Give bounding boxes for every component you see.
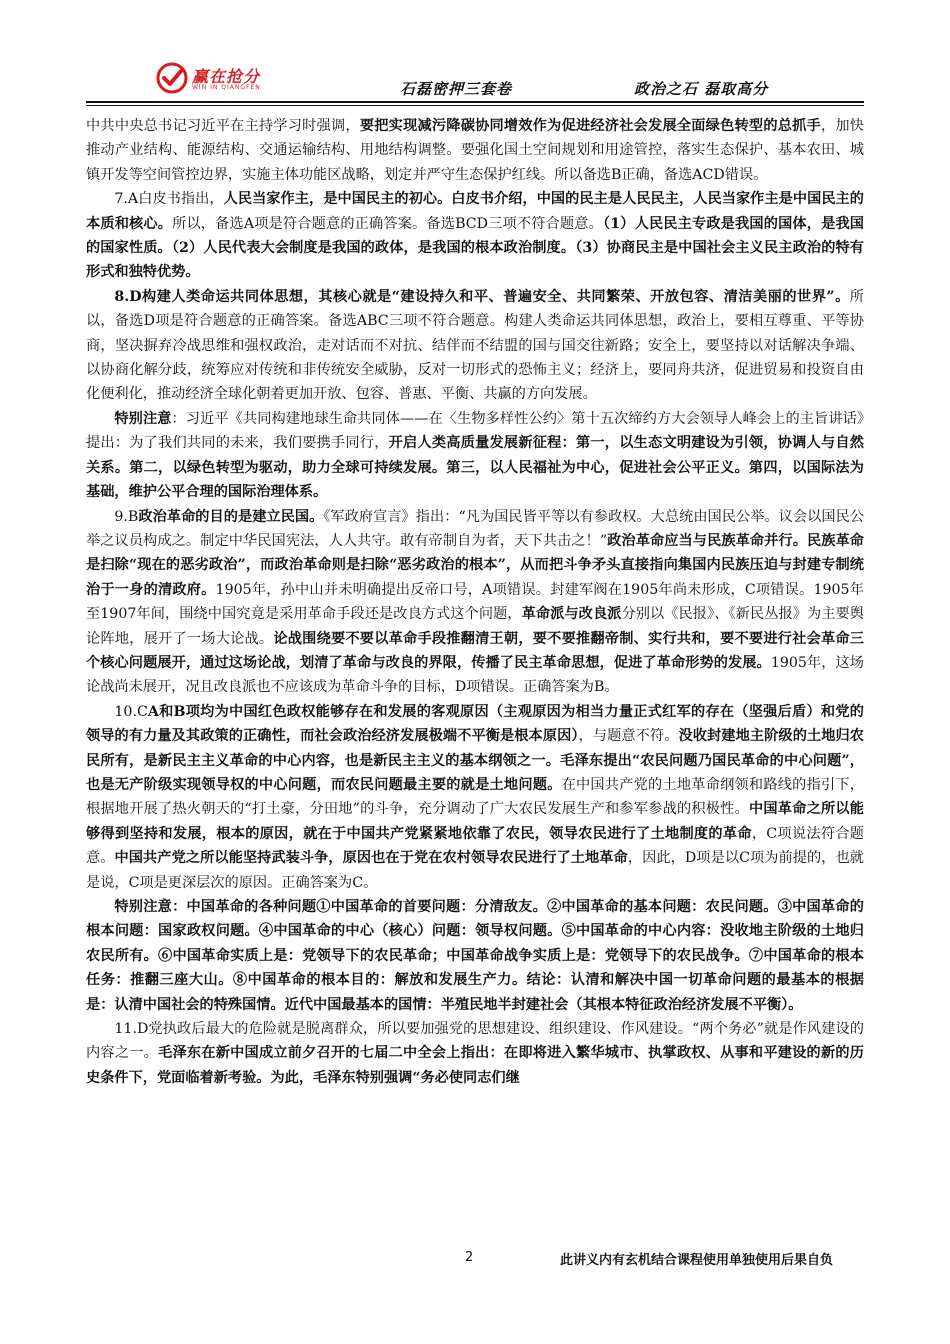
footer-note: 此讲义内有玄机结合课程使用单独使用后果自负 bbox=[560, 1253, 834, 1268]
bold-text-run: 论战围绕要不要以革命手段推翻清王朝，要不要推翻帝制、实行共和，要不要进行社会革命三个核心问题展开，通过这场论战，划清了革命与改良的界限，传播了民主革命思想，促进了革命形势的发展。 bbox=[86, 630, 864, 671]
bold-text-run: 开启人类高质量发展新征程：第一，以生态文明建设为引领，协调人与自然关系。第二，以绿色转型为驱动，助力全球可持续发展。第三，以人民福祉为中心，促进社会公平正义。第四，以国际法为基础，维护公平合理的国际治理体系。 bbox=[86, 435, 864, 501]
text-run: 中共中央总书记习近平在主持学习时强调， bbox=[86, 118, 360, 134]
bold-text-run: 特别注意 bbox=[114, 410, 172, 427]
bold-text-run: 革命派与改良派 bbox=[521, 606, 622, 623]
bold-text-run: 8.D构建人类命运共同体思想，其核心就是“建设持久和平、普遍安全、共同繁荣、开放包容、清洁美丽的世界”。 bbox=[114, 288, 850, 305]
paragraph bbox=[86, 1017, 864, 1090]
text-run: 1905年，孙中山并未明确提出反帝口号，A项错误。封建军阀在1905年尚未形成，C项错误。1905年至1907年间，围绕中国究竟是采用革命手段还是改良方式这个问题， bbox=[86, 581, 864, 623]
paragraph bbox=[86, 407, 864, 505]
text-run: 分别以《民报》、《新民丛报》为主要舆论阵地，展开了一场大论战。 bbox=[86, 606, 864, 647]
text-run: ，因此，D项是以C项为前提的，也就是说，C项是更深层次的原因。正确答案为C。 bbox=[86, 850, 864, 891]
text-run: 在中国共产党的土地革命纲领和路线的指引下，根据地开展了热火朝天的“打土豪，分田地”的斗争，充分调动了广大农民发展生产和参军参战的积极性。 bbox=[86, 776, 864, 818]
text-run: 1905年，这场论战尚未展开，况且改良派也不应该成为革命斗争的目标，D项错误。正确答案为B。 bbox=[86, 654, 864, 696]
bold-text-run: 政治革命应当与民族革命并行。民族革命是扫除“现在的恶劣政治”，而政治革命则是扫除“恶劣政治的根本”，从而把斗争矛头直接指向集国内民族压迫与封建专制统治于一身的清政府。 bbox=[86, 532, 864, 598]
bold-text-run: 人民当家作主，是中国民主的初心。白皮书介绍，中国的民主是人民民主，人民当家作主是中国民主的本质和核心。 bbox=[86, 191, 864, 232]
page-header bbox=[86, 58, 864, 100]
bold-text-run: 要把实现减污降碳协同增效作为促进经济社会发展全面绿色转型的总抓手 bbox=[359, 118, 821, 134]
text-run: 所以，备选A项是符合题意的正确答案。备选BCD三项不符合题意。 bbox=[172, 215, 603, 232]
paragraph bbox=[86, 285, 864, 407]
text-run: ，与题意不符。 bbox=[578, 728, 679, 745]
page-number: 2 bbox=[465, 1250, 474, 1265]
brand-logo bbox=[156, 62, 336, 98]
bold-text-run: （1）人民民主专政是我国的国体，是我国的国家性质。（2）人民代表大会制度是我国的政体，是我国的根本政治制度。（3）协商民主是中国社会主义民主政治的特有形式和独特优势。 bbox=[86, 215, 864, 281]
document-body bbox=[86, 114, 864, 1090]
paragraph bbox=[86, 187, 864, 285]
paragraph bbox=[86, 114, 864, 187]
text-run: ，C项说法符合题意。 bbox=[86, 825, 864, 867]
text-run: 11.D党执政后最大的危险就是脱离群众，所以要加强党的思想建设、组织建设、作风建设。“两个务必”就是作风建设的内容之一。 bbox=[86, 1021, 864, 1062]
bold-text-run: 特别注意：中国革命的各种问题①中国革命的首要问题：分清敌友。②中国革命的基本问题：农民问题。③中国革命的根本问题：国家政权问题。④中国革命的中心（核心）问题：领导权问题。⑤中国革命的中心内容：没收地主阶级的土地归农民所有。⑥中国革命实质上是：党领导下的农民革命；中国革命战争实质上是：党领导下的农民战争。⑦中国革命的根本任务：推翻三座大山。⑧中国革命的根本目的：解放和发展生产力。结论：认清和解决中国一切革命问题的最基本的根据是：认清中国社会的特殊国情。近代中国最基本的国情：半殖民地半封建社会（其根本特征政治经济发展不平衡）。 bbox=[86, 899, 864, 1013]
logo-check-icon bbox=[156, 62, 188, 94]
bold-text-run: 没收封建地主阶级的土地归农民所有，是新民主主义革命的中心内容，也是新民主主义的基本纲领之一。毛泽东提出“农民问题乃国民革命的中心问题”，也是无产阶级实现领导权的中心问题，而农民问题最主要的就是土地问题。 bbox=[86, 728, 864, 793]
paragraph bbox=[86, 895, 864, 1017]
text-run: 《军政府宣言》指出：“凡为国民皆平等以有参政权。大总统由国民公举。议会以国民公举之议员构成之。制定中华民国宪法，人人共守。敢有帝制自为者，天下共击之！” bbox=[86, 508, 864, 549]
text-run: 所以，备选D项是符合题意的正确答案。备选ABC三项不符合题意。构建人类命运共同体思想，政治上，要相互尊重、平等协商，坚决摒弃冷战思维和强权政治，走对话而不对抗、结伴而不结盟的国与国交往新路；安全上，要坚持以对话解决争端、以协商化解分歧，统筹应对传统和非传统安全威胁，反对一切形式的恐怖主义；经济上，要同舟共济，促进贸易和投资自由化便利化，推动经济全球化朝着更加开放、包容、普惠、平衡、共赢的方向发展。 bbox=[86, 288, 864, 403]
bold-text-run: 政治革命的目的是建立民国。 bbox=[138, 508, 324, 525]
text-run: ：习近平《共同构建地球生命共同体——在〈生物多样性公约〉第十五次缔约方大会领导人峰会上的主旨讲话》提出：为了我们共同的未来，我们要携手同行， bbox=[86, 410, 864, 452]
text-run: 7.A白皮书指出， bbox=[114, 191, 224, 208]
header-divider bbox=[86, 101, 864, 106]
text-run: ，加快推动产业结构、能源结构、交通运输结构、用地结构调整。要强化国土空间规划和用途管控，落实生态保护、基本农田、城镇开发等空间管控边界，实施主体功能区战略，划定并严守生态保护红线。所以备选B正确，备选ACD错误。 bbox=[86, 118, 864, 183]
text-run: 10.C bbox=[114, 703, 148, 720]
header-title: 石磊密押三套卷 bbox=[400, 80, 513, 98]
logo-text: 赢在抢分 bbox=[192, 67, 261, 86]
logo-subtitle: WIN IN QIANGFEN bbox=[192, 84, 261, 91]
bold-text-run: 中国革命之所以能够得到坚持和发展，根本的原因，就在于中国共产党紧紧地依靠了农民，领导农民进行了土地制度的革命 bbox=[86, 801, 864, 842]
bold-text-run: 毛泽东在新中国成立前夕召开的七届二中全会上指出：在即将进入繁华城市、执掌政权、从事和平建设的新的历史条件下，党面临着新考验。为此，毛泽东特别强调“务必使同志们继 bbox=[86, 1045, 864, 1086]
bold-text-run: A和B项均为中国红色政权能够存在和发展的客观原因（主观原因为相当力量正式红军的存在（坚强后盾）和党的领导的有力量及其政策的正确性，而社会政治经济发展极端不平衡是根本原因） bbox=[86, 703, 864, 745]
paragraph bbox=[86, 700, 864, 895]
text-run: 9.B bbox=[114, 508, 139, 525]
bold-text-run: 中国共产党之所以能坚持武装斗争，原因也在于党在农村领导农民进行了土地革命 bbox=[114, 850, 628, 867]
paragraph bbox=[86, 505, 864, 700]
header-slogan: 政治之石 磊取高分 bbox=[634, 80, 769, 98]
